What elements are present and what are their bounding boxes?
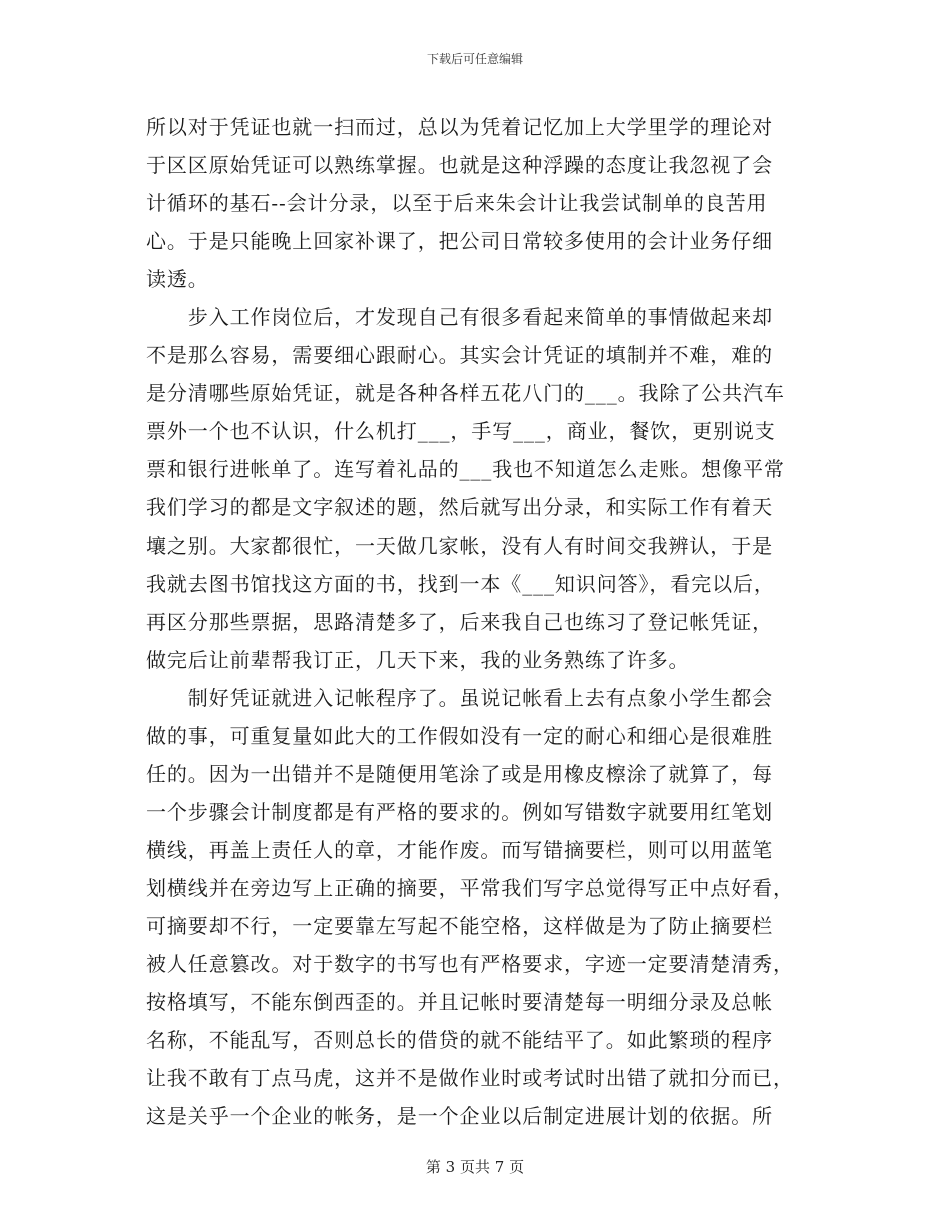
body-line: 做的事，可重复量如此大的工作假如没有一定的耐心和细心是很难胜	[146, 723, 773, 748]
page-footer: 第 3 页共 7 页	[425, 1158, 525, 1176]
body-line: 名称，不能乱写，否则总长的借贷的就不能结平了。如此繁琐的程序	[146, 1028, 773, 1053]
body-line: 于区区原始凭证可以熟练掌握。也就是这种浮躁的态度让我忽视了会	[146, 153, 773, 178]
body-line: 我就去图书馆找这方面的书，找到一本《___知识问答》，看完以后，	[146, 571, 775, 596]
body-line: 可摘要却不行，一定要靠左写起不能空格，这样做是为了防止摘要栏	[146, 913, 773, 938]
body-line: 让我不敢有丁点马虎，这并不是做作业时或考试时出错了就扣分而已，	[146, 1066, 794, 1091]
document-body	[146, 108, 806, 1135]
body-line: 所以对于凭证也就一扫而过，总以为凭着记忆加上大学里学的理论对	[146, 115, 773, 139]
body-line: 被人任意篡改。对于数字的书写也有严格要求，字迹一定要清楚清秀，	[146, 952, 794, 977]
body-line: 制好凭证就进入记帐程序了。虽说记帐看上去有点象小学生都会	[146, 685, 773, 710]
body-line: 做完后让前辈帮我订正，几天下来，我的业务熟练了许多。	[146, 647, 690, 672]
body-line: 这是关乎一个企业的帐务，是一个企业以后制定进展计划的依据。所	[146, 1104, 773, 1129]
body-line: 计循环的基石--会计分录，以至于后来朱会计让我尝试制单的良苦用	[146, 191, 768, 216]
body-line: 不是那么容易，需要细心跟耐心。其实会计凭证的填制并不难，难的	[146, 343, 773, 368]
body-line: 步入工作岗位后，才发现自己有很多看起来简单的事情做起来却	[146, 305, 773, 330]
body-line: 横线，再盖上责任人的章，才能作废。而写错摘要栏，则可以用蓝笔	[146, 837, 773, 862]
body-line: 任的。因为一出错并不是随便用笔涂了或是用橡皮檫涂了就算了，每	[146, 761, 773, 786]
body-line: 一个步骤会计制度都是有严格的要求的。例如写错数字就要用红笔划	[146, 799, 773, 824]
body-line: 我们学习的都是文字叙述的题，然后就写出分录，和实际工作有着天	[146, 495, 773, 520]
page-header: 下载后可任意编辑	[426, 52, 523, 66]
body-line: 票和银行进帐单了。连写着礼品的___我也不知道怎么走账。想像平常	[146, 457, 785, 482]
body-line: 壤之别。大家都很忙，一天做几家帐，没有人有时间交我辨认，于是	[146, 533, 773, 558]
body-line: 按格填写，不能东倒西歪的。并且记帐时要清楚每一明细分录及总帐	[146, 990, 773, 1015]
body-line: 划横线并在旁边写上正确的摘要，平常我们写字总觉得写正中点好看，	[146, 875, 794, 900]
body-line: 票外一个也不认识，什么机打___，手写___，商业，餐饮，更别说支	[146, 419, 776, 444]
body-line: 是分清哪些原始凭证，就是各种各样五花八门的___。我除了公共汽车	[146, 381, 785, 406]
body-line: 读透。	[146, 267, 209, 292]
body-line: 再区分那些票据，思路清楚多了，后来我自己也练习了登记帐凭证，	[146, 609, 773, 634]
body-line: 心。于是只能晚上回家补课了，把公司日常较多使用的会计业务仔细	[146, 229, 773, 254]
